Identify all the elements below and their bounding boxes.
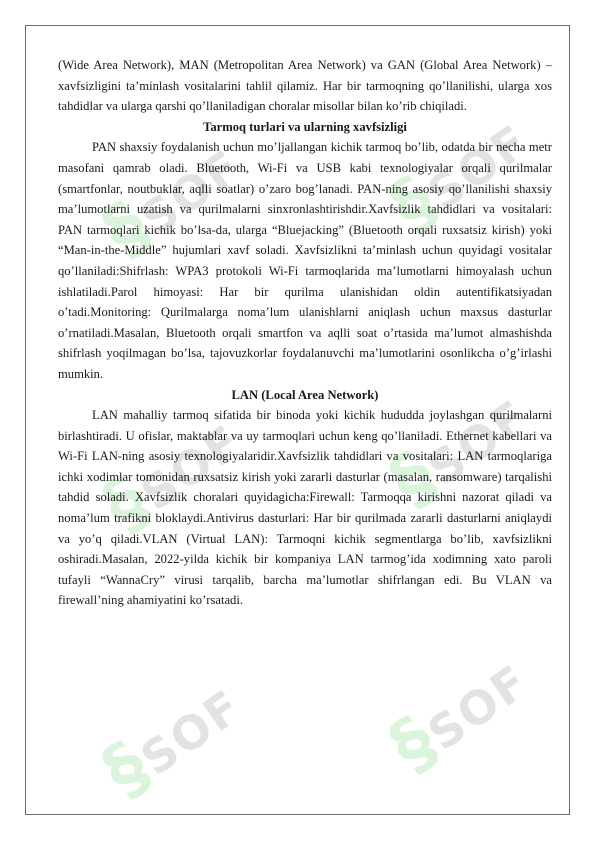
watermark-logo-icon: § — [88, 187, 161, 273]
watermark-logo-icon: § — [375, 702, 448, 788]
watermark-text: SOF — [130, 678, 252, 787]
paragraph-pan: PAN shaxsiy foydalanish uchun mo’ljallangan kichik tarmoq bo’lib, odatda bir necha metr masofani qamrab oladi. Bluetooth, Wi-Fi va USB kabi texnologiyalar orqali qurilmalar (smartfonlar, noutbuklar, aqlli soatlar) o’zaro bog’lanadi. PAN-ning asosiy qo’llanilishi shaxsiy ma’lumotlarni uzatish va qurilmalarni sinxronlashtirishdir.Xavfsizlik tahdidlari va vositalari: PAN tarmoqlari kichik bo’lsa-da, ularga “Bluejacking” (Bluetooth orqali ruxsatsiz kirish) yoki “Man-in-the-Middle” hujumlari xavf soladi. Xavfsizlikni ta’minlash uchun quyidagi vositalar qo’llaniladi:Shifrlash: WPA3 protokoli Wi-Fi tarmoqlarida ma’lumotlarni himoyalash uchun ishlatiladi.Parol himoyasi: Har bir qurilma ulanishidan oldin autentifikatsiyadan o’tadi.Monitoring: Qurilmalarga noma’lum ulanishlarni aniqlash uchun maxsus dasturlar o’rnatiladi.Masalan, Bluetooth orqali smartfon va aqlli soat o’rtasida ma’lumot almashishda shifrlash yoqilmagan bo’lsa, tajovuzkorlar foydalanuvchi ma’lumotlarini osonlikcha o’g’irlashi mumkin. — [58, 140, 552, 381]
watermark-text: SOF — [130, 138, 252, 247]
paragraph-lan: LAN mahalliy tarmoq sifatida bir binoda yoki kichik hududda joylashgan qurilmalarni birlashtiradi. U ofislar, maktablar va uy tarmoqlari uchun keng qo’llaniladi. Ethernet kabellari va Wi-Fi LAN-ning asosiy texnologiyalaridir.Xavfsizlik tahdidlari va vositalari: LAN tarmoqlariga ichki xodimlar tomonidan ruxsatsiz kirish yoki zararli dasturlar (masalan, ransomware) tarqalishi tahdid soladi. Xavfsizlik choralari quyidagicha:Firewall: Tarmoqqa kirishni nazorat qiladi va noma’lum trafikni bloklaydi.Antivirus dasturlari: Har bir qurilmada zararli dasturlarni aniqlaydi va yo’q qiladi.VLAN (Virtual LAN): Tarmoqni kichik segmentlarga bo’lib, xavfsizlikni oshiradi.Masalan, 2022-yilda kichik bir kompaniya LAN tarmog’ida xodimning xato paroli tufayli “WannaCry” virusi tarqalib, barcha ma’lumotlar shifrlangan edi. Bu VLAN va firewall’ning ahamiyatini ko’rsatadi. — [58, 408, 552, 608]
paragraph-intro: (Wide Area Network), MAN (Metropolitan Area Network) va GAN (Global Area Network) – xavfsizligini ta’minlash vositalarini tahlil qilamiz. Har bir tarmoqning qo’llanilishi, ularga xos tahdidlar va ularga qarshi qo’llaniladigan choralar misollar bilan ko’rib chiqiladi. — [58, 58, 552, 114]
document-body — [58, 55, 552, 611]
watermark-logo-icon: § — [375, 437, 448, 523]
section-heading-lan: LAN (Local Area Network) — [231, 387, 379, 402]
watermark-text: SOF — [130, 413, 252, 522]
watermark-logo-icon: § — [88, 727, 161, 813]
watermark-text: SOF — [417, 113, 539, 222]
watermark-text: SOF — [417, 388, 539, 497]
section-heading-network-types: Tarmoq turlari va ularning xavfsizligi — [203, 119, 407, 134]
watermark-logo-icon: § — [88, 462, 161, 548]
watermark-text: SOF — [417, 653, 539, 762]
watermark-logo-icon: § — [375, 162, 448, 248]
